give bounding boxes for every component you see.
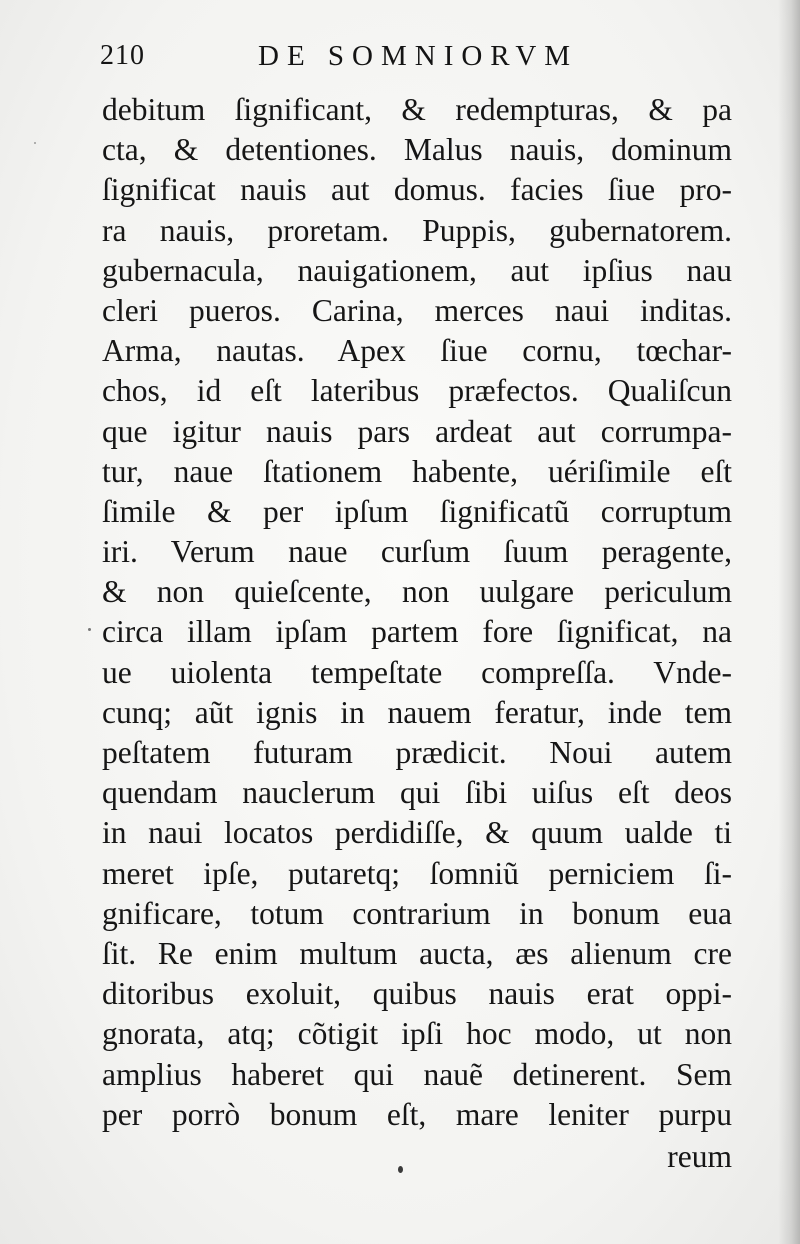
text-line: per porrò bonum eſt, mare leniter purpu — [102, 1096, 732, 1132]
text-line: chos, id eſt lateribus præfectos. Qualiſcun — [102, 373, 732, 409]
text-line: que igitur nauis pars ardeat aut corrumpa- — [102, 413, 732, 449]
body-text — [102, 90, 732, 1177]
text-line: tur, naue ſtationem habente, uériſimile eſt — [102, 453, 732, 489]
text-line: in naui locatos perdidiſſe, & quum ualde ti — [102, 815, 732, 851]
text-line: cleri pueros. Carina, merces naui inditas. — [102, 292, 732, 328]
ink-speck — [398, 1166, 403, 1173]
text-line: gnorata, atq; cõtigit ipſi hoc modo, ut non — [102, 1016, 732, 1052]
text-line: & non quieſcente, non uulgare periculum — [102, 574, 732, 610]
text-line: gubernacula, nauigationem, aut ipſius nau — [102, 252, 732, 288]
text-line: meret ipſe, putaretq; ſomniũ perniciem ſi- — [102, 855, 732, 891]
text-line: amplius haberet qui nauẽ detinerent. Sem — [102, 1056, 732, 1092]
text-line: ue uiolenta tempeſtate compreſſa. Vnde- — [102, 654, 732, 690]
text-line: ſimile & per ipſum ſignificatũ corruptum — [102, 493, 732, 529]
text-line: circa illam ipſam partem fore ſignificat, na — [102, 614, 732, 650]
text-line: ſit. Re enim multum aucta, æs alienum cre — [102, 935, 732, 971]
text-line: debitum ſignificant, & redempturas, & pa — [102, 92, 732, 127]
text-line: iri. Verum naue curſum ſuum peragente, — [102, 534, 732, 570]
catchword: reum — [667, 1138, 732, 1174]
text-line: peſtatem futuram prædicit. Noui autem — [102, 735, 732, 770]
text-line: gnificare, totum contrarium in bonum eua — [102, 895, 732, 931]
ink-speck — [88, 628, 91, 631]
text-line: Arma, nautas. Apex ſiue cornu, tœchar- — [102, 333, 732, 369]
ink-speck — [34, 142, 36, 144]
text-line: cta, & detentiones. Malus nauis, dominum — [102, 132, 732, 168]
text-line: cunq; aũt ignis in nauem feratur, inde tem — [102, 694, 732, 730]
text-line: quendam nauclerum qui ſibi uiſus eſt deos — [102, 775, 732, 811]
running-title: DE SOMNIORVM — [258, 40, 579, 72]
page-number: 210 — [100, 40, 145, 71]
text-line: ra nauis, proretam. Puppis, gubernatorem. — [102, 212, 732, 248]
text-line: ditoribus exoluit, quibus nauis erat oppi- — [102, 976, 732, 1012]
text-line: ſignificat nauis aut domus. facies ſiue pro- — [102, 172, 732, 208]
running-head — [100, 36, 660, 80]
gutter-shadow — [778, 0, 800, 1244]
